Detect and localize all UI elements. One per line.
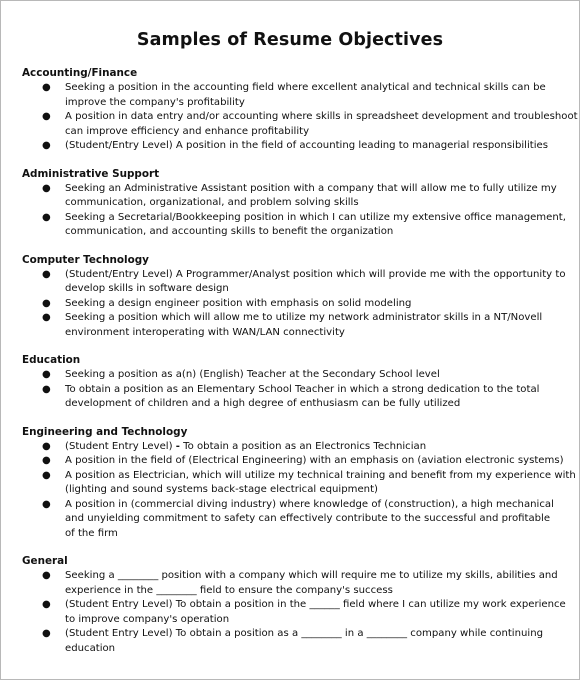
list-item-text: can improve efficiency and enhance profitability: [65, 125, 310, 137]
bullet-list: [22, 182, 567, 240]
list-item-text: Seeking a ________ position with a company which will require me to utilize my skills, abilities and: [65, 570, 558, 581]
section: [22, 354, 567, 412]
list-item-text: communication, organizational, and problem solving skills: [65, 197, 359, 208]
section-heading: Accounting/Finance: [22, 67, 138, 79]
list-item: [22, 440, 567, 455]
document-title: Samples of Resume Objectives: [136, 30, 444, 50]
bullet-list: [22, 268, 567, 341]
bullet-icon: ●: [42, 455, 51, 466]
list-item-text: Seeking a design engineer position with emphasis on solid modeling: [65, 297, 412, 309]
list-item: [22, 368, 567, 383]
list-item: [22, 469, 576, 498]
section-heading: General: [22, 555, 68, 567]
list-item: [22, 297, 567, 312]
list-item-text: (Student/Entry Level) A Programmer/Analyst position which will provide me with the opportunity to: [65, 268, 566, 280]
list-item-text: A position as Electrician, which will utilize my technical training and benefit from my experience with: [65, 469, 576, 481]
bullet-icon: ●: [42, 369, 51, 380]
list-item: [22, 569, 567, 598]
section-heading: Administrative Support: [22, 167, 160, 180]
bullet-icon: ●: [42, 383, 51, 395]
list-item-text: Seeking a Secretarial/Bookkeeping position in which I can utilize my extensive office management,: [65, 211, 566, 223]
list-item: [22, 268, 567, 297]
list-item: [22, 627, 567, 656]
bullet-icon: ●: [42, 268, 51, 280]
section: [22, 67, 578, 154]
list-item-text: development of children and a high degree of enthusiasm can be fully utilized: [65, 398, 461, 409]
bullet-icon: ●: [42, 498, 51, 510]
bullet-icon: ●: [42, 599, 51, 610]
list-item-text: environment interoperating with WAN/LAN connectivity: [65, 326, 345, 338]
list-item-text: (lighting and sound systems back-stage electrical equipment): [65, 484, 378, 495]
bullet-icon: ●: [42, 182, 51, 194]
document-body: [22, 67, 578, 656]
list-item: [22, 498, 567, 542]
bullet-icon: ●: [42, 440, 51, 452]
list-item-text: A position in data entry and/or accounting where skills in spreadsheet development and troubleshoot: [65, 111, 578, 122]
list-item-text: (Student/Entry Level) A position in the field of accounting leading to managerial responsibilities: [65, 140, 548, 151]
section: [22, 168, 567, 240]
section-heading: Engineering and Technology: [22, 425, 188, 438]
list-item-text: (Student Entry Level) To obtain a position as a ________ in a ________ company while continuing: [65, 628, 544, 639]
list-item: [22, 110, 578, 139]
bullet-list: [22, 569, 567, 656]
bullet-icon: ●: [42, 628, 51, 639]
section: [22, 555, 567, 656]
list-item-text: education: [65, 642, 116, 654]
bullet-icon: ●: [42, 211, 51, 223]
list-item-text: improve the company's profitability: [65, 96, 245, 108]
list-item: [22, 81, 567, 110]
list-item-text: of the firm: [65, 527, 118, 539]
list-item-text: to improve company's operation: [65, 613, 230, 625]
list-item: [22, 182, 567, 211]
list-item-text: (Student Entry Level) - To obtain a position as an Electronics Technician: [65, 440, 427, 452]
list-item-text: experience in the ________ field to ensure the company's success: [65, 584, 393, 596]
list-item: [22, 383, 567, 412]
bullet-icon: ●: [42, 312, 51, 323]
list-item-text: A position in (commercial diving industry) where knowledge of (construction), a high mechanical: [65, 498, 554, 510]
bullet-icon: ●: [42, 570, 51, 581]
bullet-icon: ●: [42, 140, 51, 151]
list-item: [22, 211, 567, 240]
bullet-icon: ●: [42, 469, 51, 481]
list-item: [22, 598, 567, 627]
list-item: [22, 454, 567, 469]
list-item-text: Seeking a position as a(n) (English) Teacher at the Secondary School level: [65, 369, 440, 380]
bullet-list: [22, 368, 567, 412]
section: [22, 254, 567, 341]
bullet-list: [22, 81, 578, 154]
list-item-text: Seeking a position which will allow me to utilize my network administrator skills in a NT/Novell: [65, 312, 543, 323]
list-item-text: develop skills in software design: [65, 283, 229, 294]
list-item: [22, 139, 567, 154]
section-heading: Computer Technology: [22, 253, 149, 266]
list-item-text: communication, and accounting skills to benefit the organization: [65, 226, 394, 237]
list-item-text: Seeking a position in the accounting field where excellent analytical and technical skills can be: [65, 82, 546, 93]
bullet-list: [22, 440, 576, 542]
bullet-icon: ●: [42, 297, 51, 309]
list-item: [22, 311, 567, 340]
section: [22, 425, 576, 542]
list-item-text: To obtain a position as an Elementary School Teacher in which a strong dedication to the total: [65, 383, 540, 395]
section-heading: Education: [22, 354, 81, 366]
list-item-text: Seeking an Administrative Assistant position with a company that will allow me to fully utilize my: [65, 182, 557, 194]
list-item-text: A position in the field of (Electrical Engineering) with an emphasis on (aviation electronic systems): [65, 455, 564, 466]
list-item-text: (Student Entry Level) To obtain a position in the ______ field where I can utilize my work experience: [65, 599, 566, 610]
bullet-icon: ●: [42, 82, 51, 93]
bullet-icon: ●: [42, 111, 51, 122]
list-item-text: and unyielding commitment to safety can effectively contribute to the successful and profitable: [65, 513, 551, 524]
